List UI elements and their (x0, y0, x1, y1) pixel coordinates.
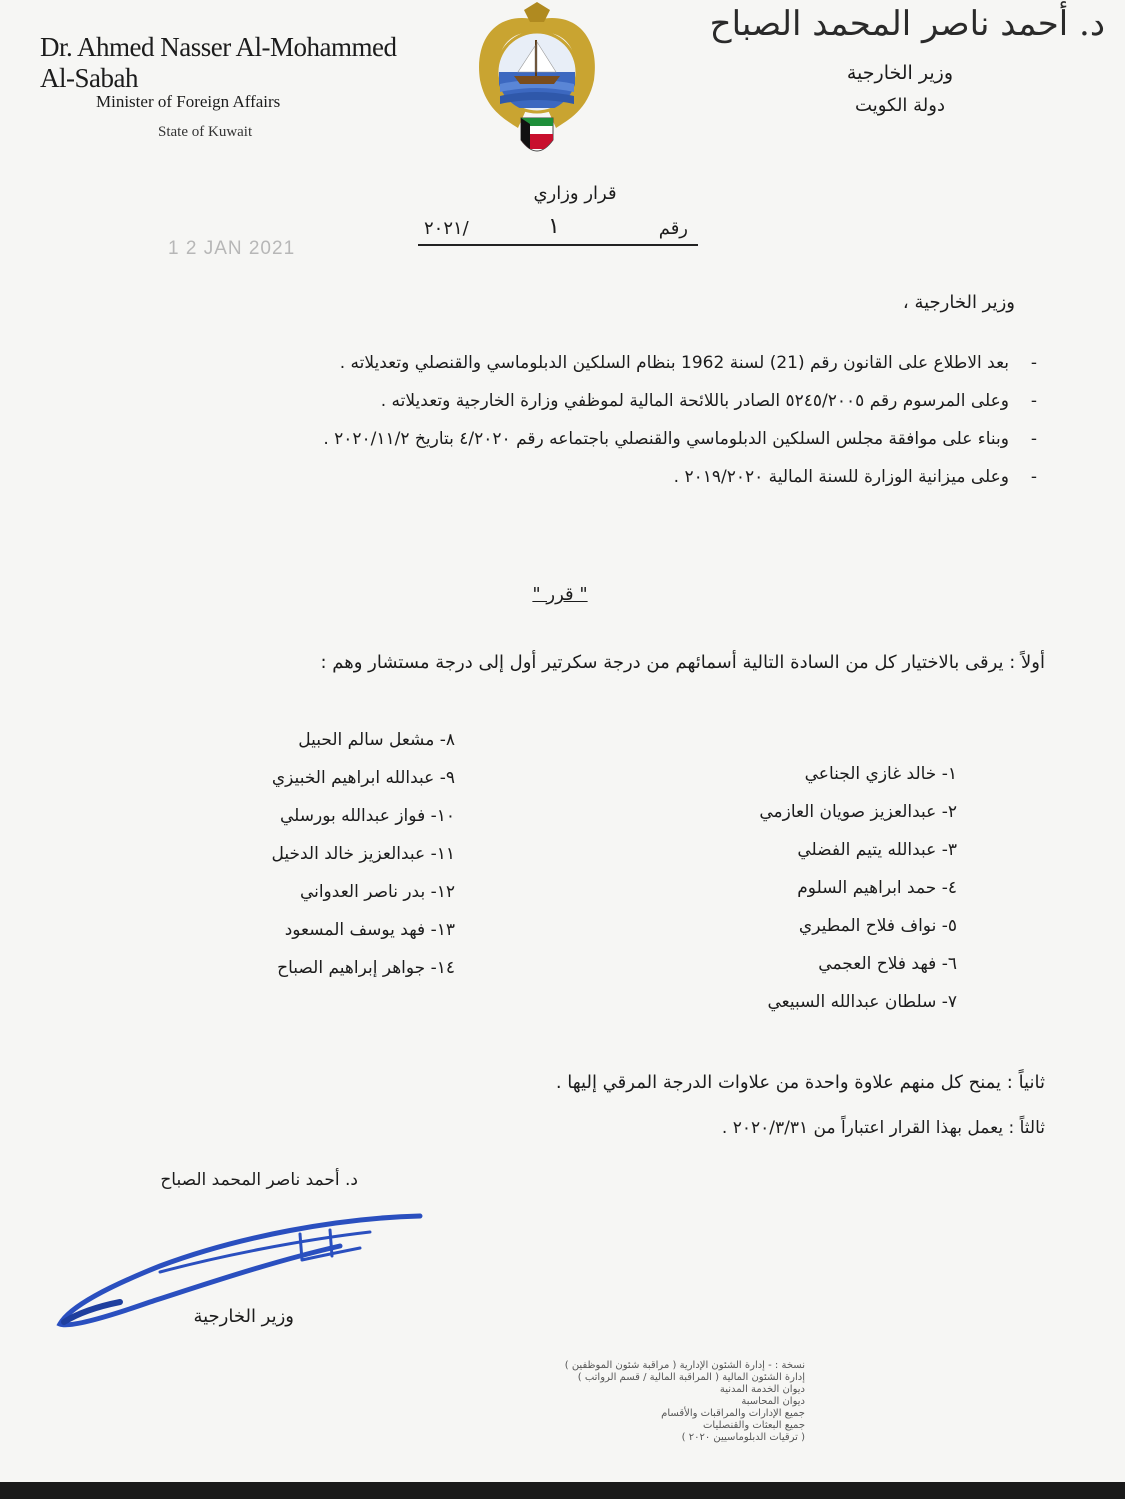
list-item: نسخة : - إدارة الشئون الإدارية ( مراقبة شئون الموظفين ) (564, 1360, 805, 1371)
date-stamp: 1 2 JAN 2021 (168, 238, 296, 259)
list-item: ٦- فهد فلاح العجمي (818, 954, 957, 974)
list-item: جميع البعثات والقنصليات (703, 1420, 805, 1431)
list-item: ٢- عبدالعزيز صويان العازمي (759, 802, 957, 822)
copy-distribution-list (385, 1360, 805, 1444)
list-item: ٨- مشعل سالم الحبيل (298, 730, 455, 750)
state-arabic: دولة الكويت (855, 95, 945, 116)
minister-name-arabic: د. أحمد ناصر المحمد الصباح (709, 4, 1105, 44)
decision-number: ١ (548, 214, 560, 239)
signatory-name: د. أحمد ناصر المحمد الصباح (160, 1170, 358, 1190)
names-column-right (637, 764, 957, 1030)
list-item: ١٠- فواز عبدالله بورسلي (279, 806, 455, 826)
first-clause: أولاً : يرقى بالاختيار كل من السادة التالية أسمائهم من درجة سكرتير أول إلى درجة مستشار وهم : (320, 652, 1045, 673)
list-item: ١- خالد غازي الجناعي (804, 764, 957, 784)
state-english: State of Kuwait (158, 124, 253, 140)
preamble-list (57, 344, 1037, 496)
list-item: إدارة الشئون المالية ( المراقبة المالية / قسم الرواتب ) (577, 1372, 805, 1383)
preamble-item: - بعد الاطلاع على القانون رقم (21) لسنة 1962 بنظام السلكين الدبلوماسي والقنصلي وتعديلاته . (339, 353, 1037, 373)
list-item: ٣- عبدالله يتيم الفضلي (797, 840, 957, 860)
minister-title-english: Minister of Foreign Affairs (96, 92, 281, 111)
list-item: ٥- نواف فلاح المطيري (798, 916, 957, 936)
preamble-item: - وعلى المرسوم رقم ٥٢٤٥/٢٠٠٥ الصادر باللائحة المالية لموظفي وزارة الخارجية وتعديلاته . (380, 391, 1037, 411)
list-item: جميع الإدارات والمراقبات والأقسام (661, 1408, 805, 1419)
minister-heading: وزير الخارجية ، (902, 292, 1015, 313)
signatory-title: وزير الخارجية (193, 1306, 294, 1327)
list-item: ( ترقيات الدبلوماسيين ٢٠٢٠ ) (681, 1432, 805, 1443)
list-item: ١١- عبدالعزيز خالد الدخيل (271, 844, 455, 864)
preamble-item: - وبناء على موافقة مجلس السلكين الدبلوماسي والقنصلي باجتماعه رقم ٤/٢٠٢٠ بتاريخ ٢٠٢٠/١١/٢ . (323, 429, 1037, 449)
list-item: ديوان المحاسبة (741, 1396, 805, 1407)
list-item: ١٢- بدر ناصر العدواني (299, 882, 455, 902)
list-item: ٤- حمد ابراهيم السلوم (797, 878, 957, 898)
minister-title-arabic: وزير الخارجية (846, 62, 953, 84)
kuwait-emblem-icon (466, 0, 608, 170)
list-item: ٧- سلطان عبدالله السبيعي (767, 992, 957, 1012)
decision-number-label: رقم (658, 218, 688, 239)
list-item: ٩- عبدالله ابراهيم الخبيزي (271, 768, 455, 788)
bottom-edge-bar (0, 1482, 1125, 1499)
minister-name-english: Dr. Ahmed Nasser Al-Mohammed Al-Sabah (40, 32, 397, 93)
preamble-item: - وعلى ميزانية الوزارة للسنة المالية ٢٠١٩/٢٠٢٠ . (673, 467, 1037, 487)
names-column-left (155, 730, 455, 996)
decision-title: قرار وزاري (533, 183, 617, 204)
decision-heading: " قرر " (532, 584, 588, 605)
list-item: ١٤- جواهر إبراهيم الصباح (277, 958, 455, 978)
list-item: ١٣- فهد يوسف المسعود (284, 920, 455, 940)
list-item: ديوان الخدمة المدنية (719, 1384, 805, 1395)
third-clause: ثالثاً : يعمل بهذا القرار اعتباراً من ٢٠٢٠/٣/٣١ . (721, 1118, 1045, 1138)
second-clause: ثانياً : يمنح كل منهم علاوة واحدة من علاوات الدرجة المرقي إليها . (555, 1072, 1045, 1093)
decision-year: ٢٠٢١/ (424, 218, 469, 239)
decision-number-line (418, 214, 698, 246)
